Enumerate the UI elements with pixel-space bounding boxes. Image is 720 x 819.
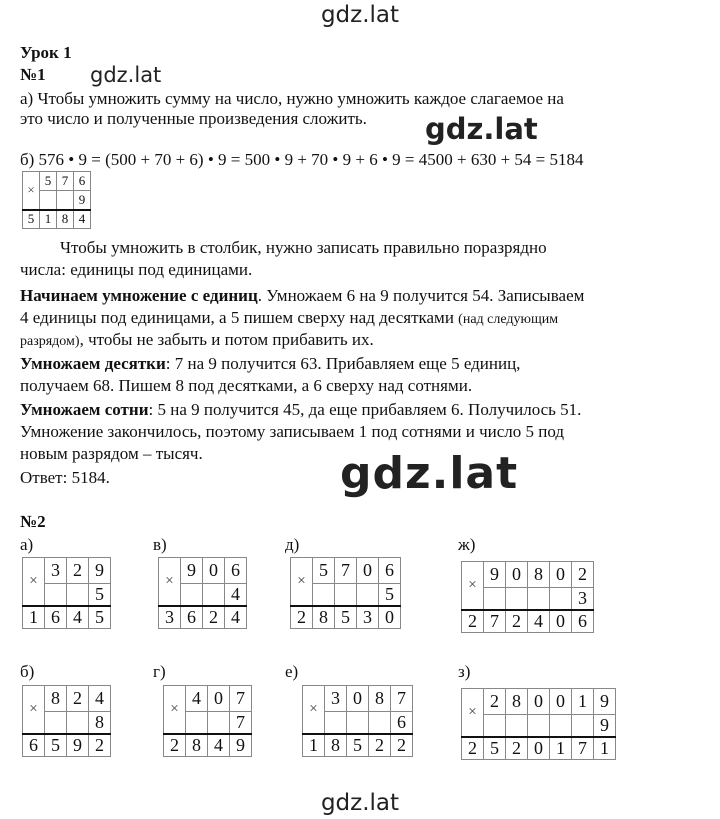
result-digit: 2 — [203, 606, 225, 629]
result-digit: 0 — [379, 606, 401, 629]
multiplicand-digit: 1 — [572, 689, 594, 715]
result-digit: 4 — [208, 734, 230, 757]
item-label: г) — [153, 662, 166, 681]
result-digit: 5 — [23, 210, 40, 229]
item-label: е) — [285, 662, 299, 681]
multiply-sign: × — [291, 558, 313, 607]
multiplier-digit — [208, 712, 230, 735]
multiplier-digit: 5 — [89, 584, 111, 607]
result-digit: 2 — [291, 606, 313, 629]
multiplier-digit — [203, 584, 225, 607]
watermark: gdz.lat — [340, 448, 519, 499]
result-digit: 4 — [225, 606, 247, 629]
result-digit: 9 — [67, 734, 89, 757]
paragraph-heading: Начинаем умножение с единиц — [20, 286, 258, 305]
multiplicand-digit: 6 — [74, 172, 91, 191]
multiplier-digit — [528, 715, 550, 738]
multiplicand-digit: 2 — [67, 558, 89, 584]
result-digit: 8 — [57, 210, 74, 229]
multiplier-digit — [40, 191, 57, 210]
column-multiplication-g — [163, 685, 252, 757]
watermark: gdz.lat — [320, 790, 400, 816]
multiplicand-digit: 8 — [369, 686, 391, 712]
multiplier-digit — [347, 712, 369, 735]
paragraph-text: 4 единицы под единицами, а 5 пишем сверху над десятками — [20, 308, 459, 327]
answer: Ответ: 5184. — [20, 468, 110, 487]
multiplicand-digit: 5 — [313, 558, 335, 584]
multiplicand-digit: 5 — [40, 172, 57, 191]
column-multiplication-576x9 — [22, 171, 91, 229]
multiply-sign: × — [159, 558, 181, 607]
result-digit: 2 — [391, 734, 413, 757]
multiply-sign: × — [462, 689, 484, 738]
result-digit: 1 — [40, 210, 57, 229]
paragraph-heading: Умножаем сотни — [20, 400, 149, 419]
paragraph-note: (над следующим — [458, 312, 559, 327]
result-digit: 9 — [230, 734, 252, 757]
result-digit: 5 — [347, 734, 369, 757]
result-digit: 6 — [181, 606, 203, 629]
multiplier-digit — [313, 584, 335, 607]
multiply-sign: × — [23, 172, 40, 210]
task1-number: №1 — [20, 65, 46, 84]
multiply-sign: × — [23, 686, 45, 735]
multiplier-digit — [67, 584, 89, 607]
result-digit: 2 — [506, 610, 528, 633]
result-digit: 0 — [550, 610, 572, 633]
multiplier-digit — [572, 715, 594, 738]
column-multiplication-v — [158, 557, 247, 629]
result-digit: 5 — [89, 606, 111, 629]
explanation-paragraph — [20, 353, 520, 375]
paragraph-note: разрядом) — [20, 334, 80, 349]
result-digit: 7 — [484, 610, 506, 633]
multiplier-digit: 3 — [572, 588, 594, 611]
multiplicand-digit: 0 — [357, 558, 379, 584]
multiplier-digit — [506, 588, 528, 611]
watermark: gdz.lat — [320, 2, 400, 28]
result-digit: 0 — [528, 737, 550, 760]
multiply-sign: × — [303, 686, 325, 735]
multiplicand-digit: 9 — [181, 558, 203, 584]
multiplicand-digit: 0 — [203, 558, 225, 584]
multiplier-digit — [57, 191, 74, 210]
multiplier-digit — [45, 584, 67, 607]
multiplicand-digit: 9 — [594, 689, 616, 715]
explanation-paragraph — [20, 399, 581, 421]
multiplicand-digit: 4 — [89, 686, 111, 712]
result-digit: 6 — [23, 734, 45, 757]
multiplicand-digit: 0 — [208, 686, 230, 712]
result-digit: 2 — [462, 737, 484, 760]
multiplicand-digit: 7 — [391, 686, 413, 712]
result-digit: 3 — [357, 606, 379, 629]
paragraph-text: : 7 на 9 получится 63. Прибавляем еще 5 единиц, — [165, 354, 521, 373]
result-digit: 4 — [67, 606, 89, 629]
multiplicand-digit: 8 — [528, 562, 550, 588]
task1-a-line1: а) Чтобы умножить сумму на число, нужно умножить каждое слагаемое на — [20, 89, 564, 108]
multiplier-digit — [484, 715, 506, 738]
multiplicand-digit: 9 — [484, 562, 506, 588]
result-digit: 1 — [303, 734, 325, 757]
multiplier-digit — [181, 584, 203, 607]
item-label: д) — [285, 535, 300, 554]
explanation-paragraph — [20, 285, 584, 307]
multiplicand-digit: 4 — [186, 686, 208, 712]
multiplier-digit: 6 — [391, 712, 413, 735]
multiplier-digit: 4 — [225, 584, 247, 607]
multiplicand-digit: 6 — [225, 558, 247, 584]
multiplier-digit — [484, 588, 506, 611]
paragraph-text: . Умножаем 6 на 9 получится 54. Записываем — [257, 286, 585, 305]
multiplicand-digit: 0 — [506, 562, 528, 588]
multiplier-digit: 9 — [594, 715, 616, 738]
result-digit: 2 — [506, 737, 528, 760]
multiplicand-digit: 7 — [57, 172, 74, 191]
result-digit: 2 — [369, 734, 391, 757]
result-digit: 4 — [74, 210, 91, 229]
multiplicand-digit: 0 — [528, 689, 550, 715]
explanation-line — [20, 307, 558, 331]
multiplier-digit: 5 — [379, 584, 401, 607]
result-digit: 5 — [484, 737, 506, 760]
paragraph-text: , чтобы не забыть и потом прибавить их. — [79, 330, 374, 349]
explanation-line: новым разрядом – тысяч. — [20, 444, 203, 463]
column-multiplication-e — [302, 685, 413, 757]
task1-b-line: б) 576 • 9 = (500 + 70 + 6) • 9 = 500 • 9 + 70 • 9 + 6 • 9 = 4500 + 630 + 54 = 5184 — [20, 150, 584, 169]
multiplicand-digit: 2 — [572, 562, 594, 588]
task1-a-line2: это число и полученные произведения сложить. — [20, 109, 367, 128]
multiplicand-digit: 8 — [506, 689, 528, 715]
multiplicand-digit: 6 — [379, 558, 401, 584]
result-digit: 2 — [164, 734, 186, 757]
multiplicand-digit: 2 — [67, 686, 89, 712]
multiplicand-digit: 0 — [550, 562, 572, 588]
column-multiplication-a — [22, 557, 111, 629]
multiplier-digit — [325, 712, 347, 735]
result-digit: 7 — [572, 737, 594, 760]
multiplicand-digit: 2 — [484, 689, 506, 715]
multiplier-digit — [335, 584, 357, 607]
multiplier-digit — [550, 715, 572, 738]
multiplier-digit — [369, 712, 391, 735]
result-digit: 1 — [550, 737, 572, 760]
multiplier-digit: 8 — [89, 712, 111, 735]
result-digit: 6 — [45, 606, 67, 629]
multiplier-digit: 9 — [74, 191, 91, 210]
paragraph-text: : 5 на 9 получится 45, да еще прибавляем 6. Получилось 51. — [148, 400, 582, 419]
multiplier-digit — [550, 588, 572, 611]
multiply-sign: × — [23, 558, 45, 607]
multiply-sign: × — [164, 686, 186, 735]
item-label: в) — [153, 535, 167, 554]
result-digit: 5 — [335, 606, 357, 629]
multiplicand-digit: 3 — [45, 558, 67, 584]
result-digit: 8 — [313, 606, 335, 629]
explanation-line: Умножение закончилось, поэтому записываем 1 под сотнями и число 5 под — [20, 422, 565, 441]
multiplier-digit — [67, 712, 89, 735]
result-digit: 4 — [528, 610, 550, 633]
multiplier-digit — [186, 712, 208, 735]
column-multiplication-z — [461, 688, 616, 760]
result-digit: 6 — [572, 610, 594, 633]
explanation-line: Чтобы умножить в столбик, нужно записать правильно поразрядно — [60, 238, 547, 257]
multiplier-digit — [45, 712, 67, 735]
item-label: б) — [20, 662, 35, 681]
multiply-sign: × — [462, 562, 484, 611]
result-digit: 1 — [594, 737, 616, 760]
result-digit: 8 — [325, 734, 347, 757]
result-digit: 2 — [89, 734, 111, 757]
multiplicand-digit: 3 — [325, 686, 347, 712]
item-label: а) — [20, 535, 34, 554]
item-label: з) — [458, 662, 471, 681]
explanation-line: числа: единицы под единицами. — [20, 260, 253, 279]
paragraph-heading: Умножаем десятки — [20, 354, 166, 373]
lesson-title: Урок 1 — [20, 43, 72, 62]
column-multiplication-b — [22, 685, 111, 757]
watermark: gdz.lat — [425, 112, 538, 146]
column-multiplication-d — [290, 557, 401, 629]
item-label: ж) — [458, 535, 476, 554]
result-digit: 1 — [23, 606, 45, 629]
result-digit: 5 — [45, 734, 67, 757]
multiplicand-digit: 0 — [347, 686, 369, 712]
multiplier-digit: 7 — [230, 712, 252, 735]
multiplicand-digit: 0 — [550, 689, 572, 715]
task2-number: №2 — [20, 512, 46, 531]
multiplicand-digit: 9 — [89, 558, 111, 584]
explanation-line — [20, 329, 374, 353]
result-digit: 2 — [462, 610, 484, 633]
result-digit: 3 — [159, 606, 181, 629]
column-multiplication-zh — [461, 561, 594, 633]
multiplier-digit — [357, 584, 379, 607]
multiplier-digit — [528, 588, 550, 611]
result-digit: 8 — [186, 734, 208, 757]
multiplicand-digit: 7 — [335, 558, 357, 584]
multiplicand-digit: 7 — [230, 686, 252, 712]
multiplier-digit — [506, 715, 528, 738]
watermark: gdz.lat — [90, 63, 162, 87]
explanation-line: получаем 68. Пишем 8 под десятками, а 6 сверху над сотнями. — [20, 376, 473, 395]
multiplicand-digit: 8 — [45, 686, 67, 712]
